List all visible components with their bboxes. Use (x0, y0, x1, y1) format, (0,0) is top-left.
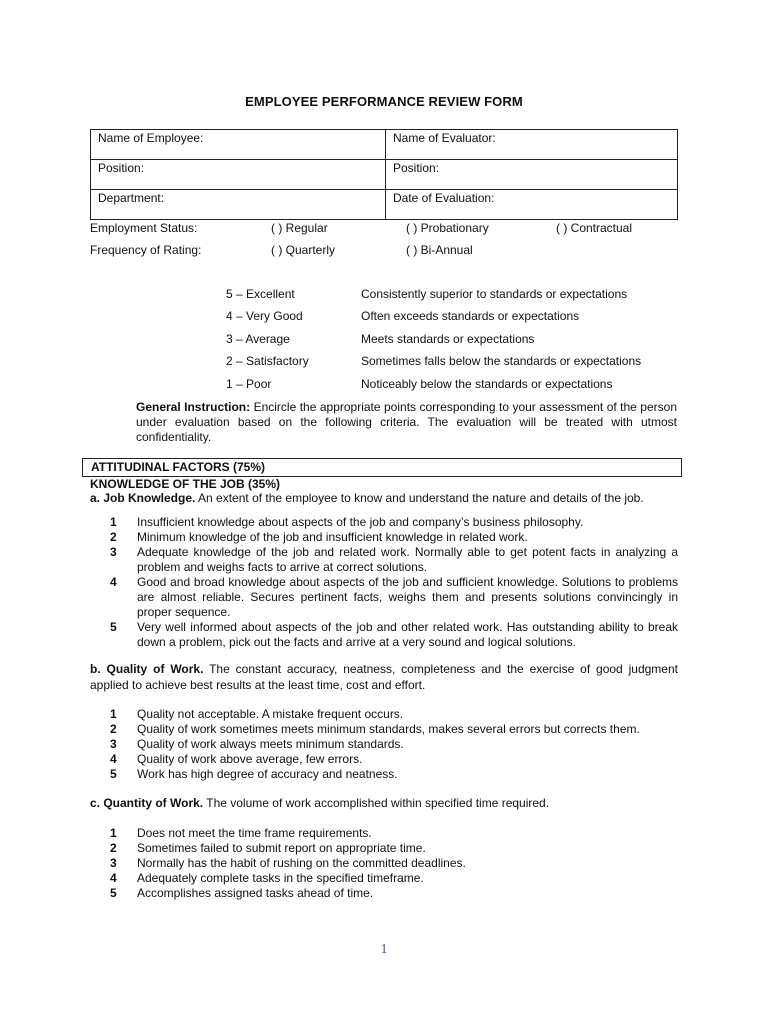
job-knowledge-ratings (110, 515, 678, 650)
quantity-of-work-ratings (110, 826, 678, 901)
list-item (110, 826, 678, 841)
rating-description: Meets standards or expectations (361, 331, 535, 346)
rating-description: Consistently superior to standards or expectations (361, 287, 628, 301)
criterion-description: The constant accuracy, neatness, completeness and the exercise of good judgment applied to achieve best results at the least time, cost and effort. (90, 662, 678, 692)
rating-text: Accomplishes assigned tasks ahead of time. (137, 886, 374, 900)
table-row (91, 160, 678, 190)
rating-label: 4 – Very Good (226, 309, 303, 324)
rating-number[interactable]: 5 (110, 620, 117, 634)
list-item (110, 545, 678, 575)
criterion-heading: c. Quantity of Work. (90, 796, 204, 810)
rating-number[interactable]: 4 (110, 752, 117, 766)
rating-text: Insufficient knowledge about aspects of the job and company’s business philosophy. (137, 515, 584, 529)
regular-option[interactable]: ( ) Regular (271, 221, 328, 235)
list-item (110, 767, 678, 782)
knowledge-section-title: KNOWLEDGE OF THE JOB (35%) (90, 477, 281, 491)
rating-label: 5 – Excellent (226, 287, 295, 301)
evaluator-name-field[interactable]: Name of Evaluator: (386, 130, 678, 160)
rating-text: Adequate knowledge of the job and related work. Normally able to get potent facts in analyzing a problem and weighs facts to arrive at correct solutions. (137, 545, 678, 574)
instruction-text: Encircle the appropriate points corresponding to your assessment of the person under evaluation based on the following criteria. The evaluation will be treated with utmost confidentiality. (136, 400, 677, 444)
rating-number[interactable]: 2 (110, 530, 117, 544)
rating-label: 2 – Satisfactory (226, 354, 309, 369)
criterion-description: The volume of work accomplished within specified time required. (203, 796, 550, 810)
frequency-label: Frequency of Rating: (90, 243, 202, 257)
rating-text: Minimum knowledge of the job and insufficient knowledge in related work. (137, 530, 528, 544)
contractual-option[interactable]: ( ) Contractual (556, 221, 633, 235)
list-item (110, 620, 678, 650)
page-title: EMPLOYEE PERFORMANCE REVIEW FORM (245, 94, 523, 109)
criterion-heading: b. Quality of Work. (90, 662, 204, 676)
bi-annual-option[interactable]: ( ) Bi-Annual (406, 243, 473, 257)
attitudinal-factors-header: ATTITUDINAL FACTORS (75%) (82, 458, 682, 477)
rating-label: 3 – Average (226, 331, 290, 346)
rating-number[interactable]: 3 (110, 737, 117, 751)
rating-text: Very well informed about aspects of the job and other related work. Has outstanding ability to break down a problem, pick out the facts and arrive at a very sound and logical solutions. (137, 620, 678, 649)
list-item (110, 575, 678, 620)
list-item (110, 737, 678, 752)
criterion-heading: a. Job Knowledge. (90, 491, 196, 505)
rating-number[interactable]: 1 (110, 515, 117, 529)
general-instruction (136, 400, 677, 445)
list-item (110, 856, 678, 871)
employment-status-label: Employment Status: (90, 221, 198, 235)
list-item (110, 530, 678, 545)
rating-number[interactable]: 4 (110, 871, 117, 885)
employee-info-table (90, 129, 678, 220)
probationary-option[interactable]: ( ) Probationary (406, 221, 489, 235)
criterion-description: An extent of the employee to know and understand the nature and details of the job. (195, 491, 644, 505)
list-item (110, 752, 678, 767)
rating-description: Noticeably below the standards or expectations (361, 376, 613, 391)
rating-text: Adequately complete tasks in the specified timeframe. (137, 871, 424, 885)
rating-number[interactable]: 3 (110, 545, 117, 559)
table-row (91, 190, 678, 220)
rating-text: Quality not acceptable. A mistake frequent occurs. (137, 707, 404, 721)
rating-text: Quality of work above average, few errors. (137, 752, 363, 766)
rating-text: Does not meet the time frame requirements. (137, 826, 372, 840)
rating-number[interactable]: 5 (110, 767, 117, 781)
list-item (110, 515, 678, 530)
rating-number[interactable]: 3 (110, 856, 117, 870)
rating-text: Good and broad knowledge about aspects of the job and sufficient knowledge. Solutions to problems are almost reliable. Secures pertinent facts, weighs them and presents solutions convincingly in proper sequence. (137, 575, 678, 619)
evaluator-position-field[interactable]: Position: (386, 160, 678, 190)
job-knowledge-criterion (90, 491, 678, 507)
rating-text: Quality of work always meets minimum standards. (137, 737, 404, 751)
rating-number[interactable]: 4 (110, 575, 117, 589)
rating-label: 1 – Poor (226, 376, 272, 391)
rating-text: Normally has the habit of rushing on the committed deadlines. (137, 856, 466, 870)
rating-number[interactable]: 2 (110, 841, 117, 855)
list-item (110, 841, 678, 856)
list-item (110, 871, 678, 886)
quality-of-work-criterion (90, 662, 678, 693)
list-item (110, 886, 678, 901)
quality-of-work-ratings (110, 707, 678, 782)
page-number: 1 (380, 942, 388, 957)
rating-text: Quality of work sometimes meets minimum standards, makes several errors but corrects them. (137, 722, 640, 736)
rating-description: Often exceeds standards or expectations (361, 309, 580, 324)
rating-number[interactable]: 1 (110, 826, 117, 840)
department-field[interactable]: Department: (91, 190, 386, 220)
quantity-of-work-criterion (90, 796, 678, 812)
rating-number[interactable]: 1 (110, 707, 117, 721)
rating-description: Sometimes falls below the standards or expectations (361, 354, 642, 369)
list-item (110, 707, 678, 722)
evaluation-date-field[interactable]: Date of Evaluation: (386, 190, 678, 220)
employee-name-field[interactable]: Name of Employee: (91, 130, 386, 160)
employee-position-field[interactable]: Position: (91, 160, 386, 190)
rating-text: Sometimes failed to submit report on appropriate time. (137, 841, 426, 855)
rating-number[interactable]: 5 (110, 886, 117, 900)
instruction-heading: General Instruction: (136, 400, 251, 414)
table-row (91, 130, 678, 160)
rating-text: Work has high degree of accuracy and neatness. (137, 767, 398, 781)
list-item (110, 722, 678, 737)
quarterly-option[interactable]: ( ) Quarterly (271, 243, 336, 257)
rating-number[interactable]: 2 (110, 722, 117, 736)
